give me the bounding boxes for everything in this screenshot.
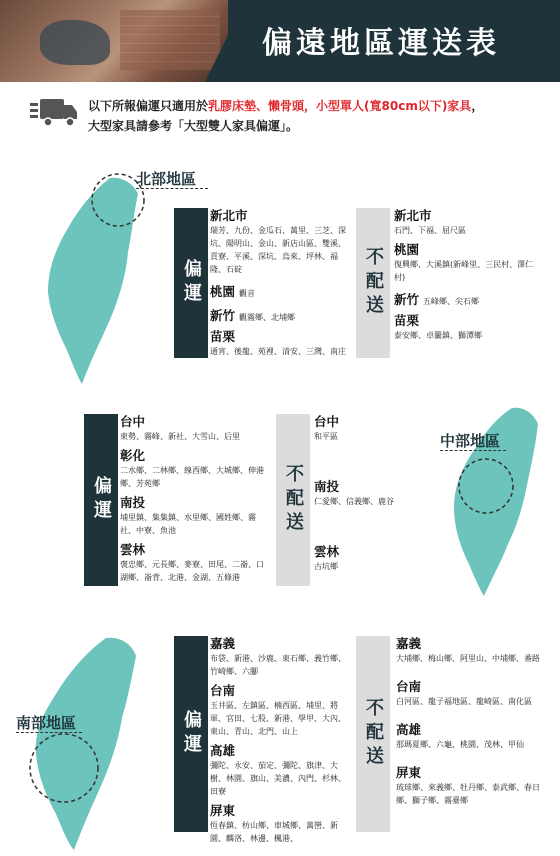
list-item: 雲林 古坑鄉: [314, 544, 340, 571]
list-item: 高雄 彌陀、永安、茄定、彌陀、旗津、大樹、林園、旗山、美濃、內門、杉林、田寮: [210, 743, 346, 796]
list-item: 新竹 觀霧鄉、北埔鄉: [210, 308, 296, 323]
list-item: 雲林 褒忠鄉、元長鄉、麥寮、田尾、二崙、口湖鄉、崙背、北港、金湖、五條港: [120, 542, 264, 582]
taiwan-map-south: [22, 634, 146, 856]
list-item: 新北市 瑞芳、九份、金瓜石、萬里、三芝、深坑、陽明山、金山、新店山區、雙溪、貢寮、平溪、深坑、烏來、坪林、福隆、石碇: [210, 208, 346, 274]
list-item: 嘉義 大埔鄉、梅山鄉、阿里山、中埔鄉、番路: [396, 636, 540, 663]
south-region-title: 南部地區: [16, 714, 77, 732]
list-item: 台南 白河區、龍子福地區、龍崎區、南化區: [396, 679, 532, 706]
list-item: 南投 仁愛鄉、信義鄉、鹿谷: [314, 479, 394, 506]
list-item: 台南 玉井區、左鎮區、楠西區、埔里、將軍、官田、七股、新港、學甲、大內、東山、青山、北門、山上: [210, 683, 346, 736]
taiwan-map-north: [38, 172, 148, 392]
central-title-underline: [440, 450, 506, 451]
list-item: 苗栗 泰安鄉、卓蘭鎮、獅潭鄉: [394, 313, 482, 340]
header-banner: [0, 0, 560, 82]
list-item: 台中 和平區: [314, 414, 340, 441]
north-remote-label: 偏運: [174, 208, 208, 358]
list-item: 新竹 五峰鄉、尖石鄉: [394, 292, 480, 307]
central-no-delivery-label: 不配送: [276, 414, 310, 586]
list-item: 彰化 二水鄉、二林鄉、線西鄉、大城鄉、伸港鄉、芳苑鄉: [120, 448, 264, 488]
north-region-title: 北部地區: [136, 170, 197, 188]
list-item: 南投 埔里鎮、集集鎮、水里鄉、國姓鄉、霧社、中寮、魚池: [120, 495, 256, 535]
south-no-delivery-label: 不配送: [356, 636, 390, 832]
south-remote-label: 偏運: [174, 636, 208, 832]
truck-icon: [30, 97, 78, 129]
list-item: 桃園 觀音: [210, 284, 256, 299]
north-no-delivery-label: 不配送: [356, 208, 390, 358]
central-no-delivery-list: [314, 414, 424, 578]
list-item: 嘉義 布袋、新港、沙鹿、東石鄉、義竹鄉、竹崎鄉、六腳: [210, 636, 346, 676]
list-item: 桃園 復興鄉、大溪鎮(新峰里、三民村、澤仁村): [394, 242, 534, 282]
header-photo: [0, 0, 228, 82]
north-title-underline: [136, 188, 208, 189]
south-no-delivery-list: [396, 636, 546, 812]
central-remote-label: 偏運: [84, 414, 118, 586]
notice-line-2: 大型家具請參考「大型雙人家具偏運」。: [88, 119, 299, 133]
notice: [30, 95, 550, 141]
list-item: 高雄 那瑪夏鄉、六龜、桃園、茂林、甲仙: [396, 722, 524, 749]
north-no-delivery-list: [394, 208, 534, 347]
central-remote-list: [120, 414, 270, 589]
list-item: 新北市 石門、下福、屈尺區: [394, 208, 466, 235]
list-item: 屏東 恆春鎮、枋山鄉、車城鄉、萬巒、新園、麟洛、林邊、楓港、: [210, 803, 338, 843]
south-remote-list: [210, 636, 350, 850]
notice-line-1: 以下所報偏運只適用於乳膠床墊、懶骨頭，小型單人(寬80cm以下)家具，: [88, 99, 484, 113]
south-title-underline: [16, 732, 82, 733]
north-remote-list: [210, 208, 350, 363]
list-item: 苗栗 通宵、後龍、苑裡、清安、三灣、南庄: [210, 329, 346, 356]
list-item: 台中 東勢、霧峰、新社、大雪山、后里: [120, 414, 240, 441]
page-title: 偏遠地區運送表: [262, 26, 500, 61]
list-item: 屏東 琉球鄉、來義鄉、牡丹鄉、泰武鄉、春日鄉、獅子鄉、霧臺鄉: [396, 765, 540, 805]
central-region-title: 中部地區: [440, 432, 501, 450]
